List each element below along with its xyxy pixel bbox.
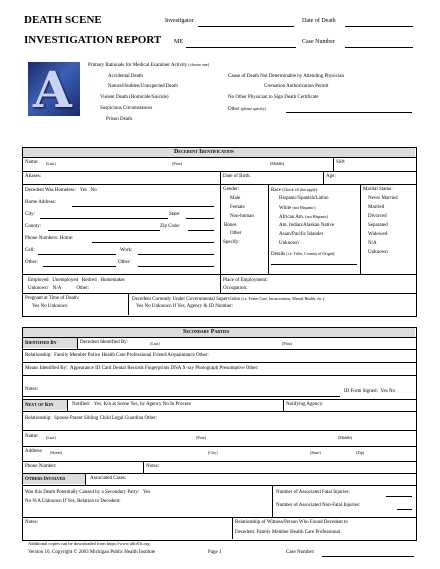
gender-nonhuman[interactable]: Non-human [230, 214, 254, 219]
other-phone-label: Other: [25, 260, 38, 265]
marital-separated[interactable]: Separated [368, 223, 388, 228]
kin-notes-label: Notes: [146, 464, 160, 469]
county-label: County: [25, 224, 42, 229]
footer-case-number-field[interactable] [322, 556, 414, 557]
identified-last-hint: (Last) [150, 341, 160, 346]
county-field[interactable] [48, 230, 160, 231]
race-details-label: Details (i.e. Tribe, Country of Origin): [271, 251, 336, 257]
secondary-party-label: Was this Death Potentially Caused by a Secondary Party: Yes [25, 490, 151, 495]
footer-case-number-label: Case Number: [286, 550, 315, 555]
pregnant-options[interactable]: Yes No Unknown [32, 304, 68, 309]
date-of-death-label: Date of Death [302, 18, 336, 24]
option-no-other-physician[interactable]: No Other Physician to Sign Death Certificate [228, 95, 319, 100]
kin-last-hint: (Last) [46, 435, 56, 440]
gender-label: Gender: [223, 187, 240, 192]
witness-notes-label: Notes: [25, 520, 39, 525]
id-form-signed[interactable]: ID Form Signed: Yes No [344, 389, 396, 394]
footer-copies-note: Additional copies can be downloaded from https://www.allcells.org [28, 541, 150, 546]
city-label: City: [25, 212, 36, 217]
fatal-injuries-field[interactable] [386, 496, 412, 497]
next-of-kin-label: Next of Kin [25, 403, 54, 408]
kin-relationship-row[interactable]: Relationship: Spouse Parent Sibling Child Legal Guardian Other: [25, 416, 158, 421]
option-suspicious[interactable]: Suspicious Circumstances [100, 106, 153, 111]
logo-image [28, 60, 80, 119]
footer-page: Page 1 [208, 550, 222, 555]
home-address-field[interactable] [72, 206, 214, 207]
logo-letter: A [33, 60, 72, 119]
gender-other[interactable]: Other [230, 231, 242, 236]
race-details-field[interactable] [271, 264, 357, 265]
phone-home-label: Phone Numbers: Home: [25, 236, 74, 241]
race-label: Race (Check all that apply): [271, 187, 319, 193]
employment-options-2[interactable]: Unknown N/A Other: [28, 286, 90, 291]
ssn-label: SS#: [336, 160, 346, 165]
other-specify-field[interactable] [286, 112, 412, 113]
phone-home-field[interactable] [92, 242, 214, 243]
homeless-label: Decedent Was Homeless: Yes No [25, 188, 97, 193]
witness-relationship-label: Relationship of Witness/Person Who Found Decedent to [235, 520, 348, 525]
age-label: Age: [326, 174, 336, 179]
marital-never[interactable]: Never Married [368, 196, 398, 201]
work-field[interactable] [138, 254, 214, 255]
gender-female[interactable]: Female [230, 205, 245, 210]
name-middle-hint: (Middle) [270, 161, 285, 166]
option-cause-undetermined[interactable]: Cause of Death Not Determinable by Attending Physician [228, 74, 344, 79]
option-violent-death[interactable]: Violent Death (Homicide/Suicide) [100, 95, 169, 100]
gender-male[interactable]: Male [230, 196, 241, 201]
kin-address-label: Address: [25, 449, 43, 454]
dob-label: Date of Birth: [223, 174, 251, 179]
others-involved-label: Others Involved [25, 477, 66, 482]
kin-street-hint: (Street) [50, 450, 62, 455]
race-asian[interactable]: Asian/Pacific Islander [279, 232, 324, 237]
decedent-identified-by-label: Decedent Identified By: [80, 340, 129, 345]
option-other[interactable]: Other (please specify) [228, 106, 266, 112]
city-field[interactable] [40, 218, 168, 219]
header-case-number-field[interactable] [345, 47, 413, 48]
kin-first-hint: (First) [196, 435, 206, 440]
footer-version: Version 10, Copyright © 2003 Michigan Public Health Institute [28, 550, 156, 555]
name-first-hint: (First) [172, 161, 182, 166]
marital-unknown[interactable]: Unknown [368, 250, 388, 255]
gender-bones[interactable]: Bones [224, 223, 237, 228]
marital-widowed[interactable]: Widowed [368, 232, 388, 237]
secondary-header: Secondary Parties [183, 329, 230, 335]
secondary-party-options[interactable]: No N/A Unknown If Yes, Relation to Decedent: [25, 499, 121, 504]
option-natural-death[interactable]: Natural/Sudden/Unexpected Death [108, 84, 178, 89]
identified-by-label: Identified By [25, 341, 57, 346]
nonfatal-injuries-field[interactable] [397, 509, 412, 510]
race-hispanic[interactable]: Hispanic/Spanish/Latino [279, 196, 329, 201]
employment-options[interactable]: Employed Unemployed Retired Homemaker [28, 278, 126, 283]
kin-state-hint: (State) [310, 450, 321, 455]
notified-row[interactable]: Notified: Yes, Kin at Scene Yes, by Agency No In Process [72, 402, 191, 407]
zip-label: Zip Code: [160, 224, 181, 229]
means-identified-row[interactable]: Means Identified By: Appearance ID Card Dental Records Fingerprints DNA X-ray Photograph Presumptive Other: [25, 366, 259, 371]
place-of-employment-label: Place of Employment: [223, 278, 268, 283]
marital-na[interactable]: N/A [368, 241, 377, 246]
state-label: State: [169, 212, 181, 217]
kin-city-hint: (City) [208, 450, 218, 455]
identified-first-hint: (First) [282, 341, 292, 346]
option-prison-death[interactable]: Prison Death [106, 117, 132, 122]
header-case-number-label: Case Number [302, 39, 335, 45]
notifying-agency-label: Notifying Agency: [286, 402, 324, 407]
race-african[interactable]: African Am. (not Hispanic) [279, 214, 329, 220]
id-notes-field[interactable] [22, 396, 340, 397]
home-address-label: Home Address: [25, 200, 56, 205]
marital-married[interactable]: Married [368, 205, 385, 210]
kin-middle-hint: (Middle) [338, 435, 353, 440]
zip-field[interactable] [188, 230, 214, 231]
id-relationship-row[interactable]: Relationship: Family Member Police Health Care Professional Friend/Acquaintance Other: [25, 353, 209, 358]
secondary-section [22, 327, 417, 541]
race-white[interactable]: White (not Hispanic) [279, 205, 316, 211]
gov-supervision-options[interactable]: Yes No Unknown If Yes, Agency & ID Number: [136, 304, 233, 309]
id-notes-label: Notes: [25, 387, 39, 392]
cell-label: Cell: [25, 248, 35, 253]
kin-name-label: Name: [25, 434, 39, 439]
date-of-death-field[interactable] [345, 26, 413, 27]
name-label: Name: [25, 160, 39, 165]
race-unknown[interactable]: Unknown [279, 241, 299, 246]
decedent-header: Decedent Identification [174, 149, 234, 155]
kin-zip-hint: (Zip) [356, 450, 365, 455]
other-phone2-field[interactable] [138, 266, 214, 267]
other-phone-field[interactable] [43, 266, 116, 267]
marital-label: Marital Status: [363, 187, 393, 192]
other-phone2-label: Other: [118, 260, 131, 265]
cell-field[interactable] [38, 254, 116, 255]
marital-divorced[interactable]: Divorced [368, 214, 387, 219]
me-label: ME [174, 39, 183, 45]
rationale-heading: Primary Rationale for Medical Examiner Activity (choose one) [88, 62, 210, 68]
investigator-field[interactable] [198, 26, 294, 27]
option-accidental-death[interactable]: Accidental Death [108, 74, 143, 79]
state-field[interactable] [186, 218, 214, 219]
form-title-line2: INVESTIGATION REPORT [24, 34, 162, 46]
kin-phone-label: Phone Number: [25, 464, 57, 469]
me-field[interactable] [186, 47, 296, 48]
race-native[interactable]: Am. Indian/Alaskan Native [279, 223, 335, 228]
option-cremation[interactable]: Cremation Authorization Permit [264, 84, 329, 89]
gender-specify: Specify: [223, 240, 240, 245]
associated-cases-label: Associated Cases: [90, 476, 127, 481]
aliases-label: Aliases: [25, 174, 42, 179]
witness-relationship-options[interactable]: Decedent: Family Member Health Care Professional [235, 530, 341, 535]
fatal-injuries-label: Number of Associated Fatal Injuries: [276, 490, 350, 495]
occupation-label: Occupation: [223, 286, 248, 291]
name-last-hint: (Last) [46, 161, 56, 166]
gov-supervision-label: Decedent Currently Under Governmental Supervision (i.e. Foster Care, Incarceration, Mental Health, etc.) [132, 296, 325, 302]
pregnant-label: Pregnant at Time of Death: [25, 296, 80, 301]
investigator-label: Investigator [165, 18, 194, 24]
nonfatal-injuries-label: Number of Associated Non-Fatal Injuries: [276, 503, 361, 508]
work-label: Work: [120, 248, 133, 253]
form-title-line1: DEATH SCENE [24, 14, 102, 26]
